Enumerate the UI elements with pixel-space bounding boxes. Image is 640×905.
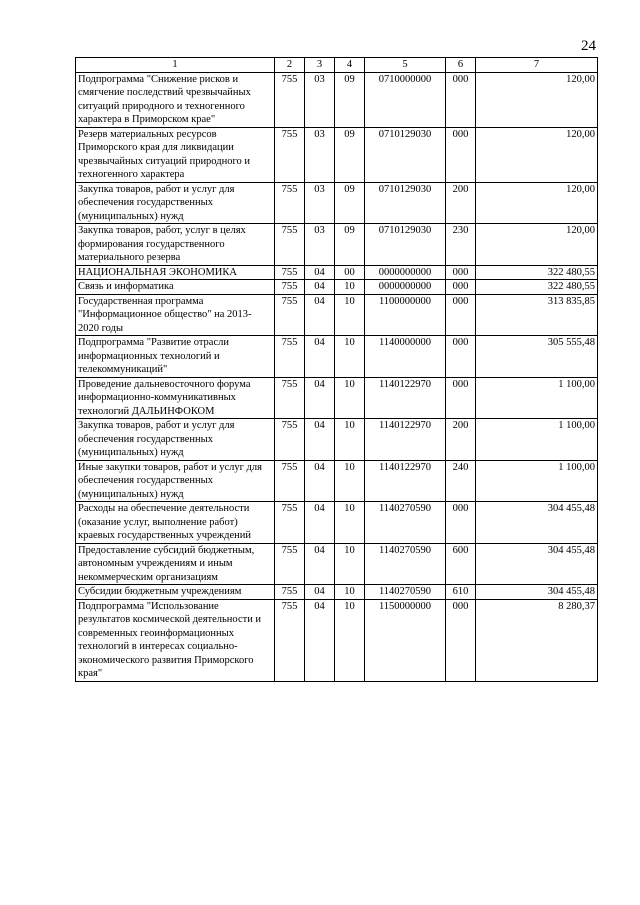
expense-type-code: 000 <box>446 280 476 295</box>
row-name: Подпрограмма "Снижение рисков и смягчение последствий чрезвычайных ситуаций природного и техногенного характера в Приморском крае" <box>76 72 275 127</box>
amount: 8 280,37 <box>476 599 598 681</box>
subsection-code: 09 <box>335 72 365 127</box>
table-row <box>76 224 598 266</box>
table-header-row <box>76 58 598 73</box>
target-article-code: 1140270590 <box>365 585 446 600</box>
amount: 304 455,48 <box>476 585 598 600</box>
section-code: 04 <box>305 585 335 600</box>
target-article-code: 0000000000 <box>365 280 446 295</box>
amount: 1 100,00 <box>476 377 598 419</box>
ministry-code: 755 <box>275 224 305 266</box>
row-name: Государственная программа "Информационное общество" на 2013-2020 годы <box>76 294 275 336</box>
table-row <box>76 543 598 585</box>
table-row <box>76 182 598 224</box>
row-name: Подпрограмма "Использование результатов космической деятельности и современных геоинформационных технологий в интересах социально-экономического развития Приморского края" <box>76 599 275 681</box>
section-code: 04 <box>305 460 335 502</box>
subsection-code: 10 <box>335 336 365 378</box>
expense-type-code: 000 <box>446 265 476 280</box>
amount: 1 100,00 <box>476 460 598 502</box>
amount: 120,00 <box>476 224 598 266</box>
subsection-code: 10 <box>335 280 365 295</box>
table-row <box>76 336 598 378</box>
table-row <box>76 72 598 127</box>
amount: 1 100,00 <box>476 419 598 461</box>
ministry-code: 755 <box>275 294 305 336</box>
ministry-code: 755 <box>275 127 305 182</box>
table-row <box>76 460 598 502</box>
subsection-code: 09 <box>335 182 365 224</box>
target-article-code: 0710000000 <box>365 72 446 127</box>
expense-type-code: 610 <box>446 585 476 600</box>
row-name: Закупка товаров, работ и услуг для обеспечения государственных (муниципальных) нужд <box>76 419 275 461</box>
section-code: 04 <box>305 377 335 419</box>
target-article-code: 0000000000 <box>365 265 446 280</box>
ministry-code: 755 <box>275 377 305 419</box>
expense-type-code: 000 <box>446 72 476 127</box>
target-article-code: 0710129030 <box>365 182 446 224</box>
target-article-code: 1150000000 <box>365 599 446 681</box>
ministry-code: 755 <box>275 543 305 585</box>
section-code: 03 <box>305 127 335 182</box>
page-number: 24 <box>581 38 596 54</box>
amount: 322 480,55 <box>476 265 598 280</box>
amount: 313 835,85 <box>476 294 598 336</box>
column-header: 7 <box>476 58 598 73</box>
row-name: Закупка товаров, работ и услуг для обеспечения государственных (муниципальных) нужд <box>76 182 275 224</box>
target-article-code: 1140122970 <box>365 419 446 461</box>
table-row <box>76 294 598 336</box>
table-row <box>76 280 598 295</box>
row-name: Подпрограмма "Развитие отрасли информационных технологий и телекоммуникаций" <box>76 336 275 378</box>
table-row <box>76 419 598 461</box>
expense-type-code: 000 <box>446 127 476 182</box>
ministry-code: 755 <box>275 585 305 600</box>
subsection-code: 10 <box>335 377 365 419</box>
expense-type-code: 200 <box>446 419 476 461</box>
row-name: Расходы на обеспечение деятельности (оказание услуг, выполнение работ) краевых государственных учреждений <box>76 502 275 544</box>
subsection-code: 10 <box>335 599 365 681</box>
ministry-code: 755 <box>275 182 305 224</box>
target-article-code: 1140270590 <box>365 502 446 544</box>
ministry-code: 755 <box>275 72 305 127</box>
section-code: 04 <box>305 502 335 544</box>
row-name: Проведение дальневосточного форума информационно-коммуникативных технологий ДАЛЬИНФОКОМ <box>76 377 275 419</box>
expense-type-code: 200 <box>446 182 476 224</box>
section-code: 04 <box>305 280 335 295</box>
row-name: НАЦИОНАЛЬНАЯ ЭКОНОМИКА <box>76 265 275 280</box>
expense-type-code: 240 <box>446 460 476 502</box>
target-article-code: 1140122970 <box>365 377 446 419</box>
amount: 305 555,48 <box>476 336 598 378</box>
target-article-code: 1140122970 <box>365 460 446 502</box>
table-row <box>76 502 598 544</box>
amount: 120,00 <box>476 127 598 182</box>
subsection-code: 09 <box>335 224 365 266</box>
column-header: 4 <box>335 58 365 73</box>
subsection-code: 10 <box>335 502 365 544</box>
table-row <box>76 265 598 280</box>
amount: 120,00 <box>476 182 598 224</box>
expense-type-code: 000 <box>446 599 476 681</box>
ministry-code: 755 <box>275 460 305 502</box>
section-code: 04 <box>305 294 335 336</box>
ministry-code: 755 <box>275 265 305 280</box>
section-code: 04 <box>305 265 335 280</box>
amount: 304 455,48 <box>476 502 598 544</box>
expense-type-code: 000 <box>446 377 476 419</box>
section-code: 04 <box>305 543 335 585</box>
target-article-code: 0710129030 <box>365 224 446 266</box>
target-article-code: 1140270590 <box>365 543 446 585</box>
row-name: Закупка товаров, работ, услуг в целях формирования государственного материального резерва <box>76 224 275 266</box>
column-header: 1 <box>76 58 275 73</box>
amount: 322 480,55 <box>476 280 598 295</box>
section-code: 04 <box>305 336 335 378</box>
budget-table <box>75 57 598 682</box>
section-code: 03 <box>305 182 335 224</box>
expense-type-code: 600 <box>446 543 476 585</box>
table-row <box>76 127 598 182</box>
subsection-code: 10 <box>335 543 365 585</box>
subsection-code: 10 <box>335 419 365 461</box>
section-code: 03 <box>305 72 335 127</box>
target-article-code: 1100000000 <box>365 294 446 336</box>
ministry-code: 755 <box>275 336 305 378</box>
column-header: 5 <box>365 58 446 73</box>
subsection-code: 10 <box>335 585 365 600</box>
expense-type-code: 230 <box>446 224 476 266</box>
section-code: 04 <box>305 419 335 461</box>
ministry-code: 755 <box>275 280 305 295</box>
column-header: 3 <box>305 58 335 73</box>
subsection-code: 10 <box>335 460 365 502</box>
ministry-code: 755 <box>275 502 305 544</box>
ministry-code: 755 <box>275 599 305 681</box>
column-header: 2 <box>275 58 305 73</box>
expense-type-code: 000 <box>446 336 476 378</box>
expense-type-code: 000 <box>446 294 476 336</box>
row-name: Резерв материальных ресурсов Приморского края для ликвидации чрезвычайных ситуаций природного и техногенного характера <box>76 127 275 182</box>
ministry-code: 755 <box>275 419 305 461</box>
expense-type-code: 000 <box>446 502 476 544</box>
row-name: Предоставление субсидий бюджетным, автономным учреждениям и иным некоммерческим организациям <box>76 543 275 585</box>
amount: 304 455,48 <box>476 543 598 585</box>
row-name: Связь и информатика <box>76 280 275 295</box>
section-code: 03 <box>305 224 335 266</box>
row-name: Иные закупки товаров, работ и услуг для обеспечения государственных (муниципальных) нужд <box>76 460 275 502</box>
section-code: 04 <box>305 599 335 681</box>
subsection-code: 09 <box>335 127 365 182</box>
column-header: 6 <box>446 58 476 73</box>
amount: 120,00 <box>476 72 598 127</box>
table-row <box>76 599 598 681</box>
subsection-code: 10 <box>335 294 365 336</box>
table-row <box>76 377 598 419</box>
row-name: Субсидии бюджетным учреждениям <box>76 585 275 600</box>
target-article-code: 0710129030 <box>365 127 446 182</box>
target-article-code: 1140000000 <box>365 336 446 378</box>
subsection-code: 00 <box>335 265 365 280</box>
table-row <box>76 585 598 600</box>
